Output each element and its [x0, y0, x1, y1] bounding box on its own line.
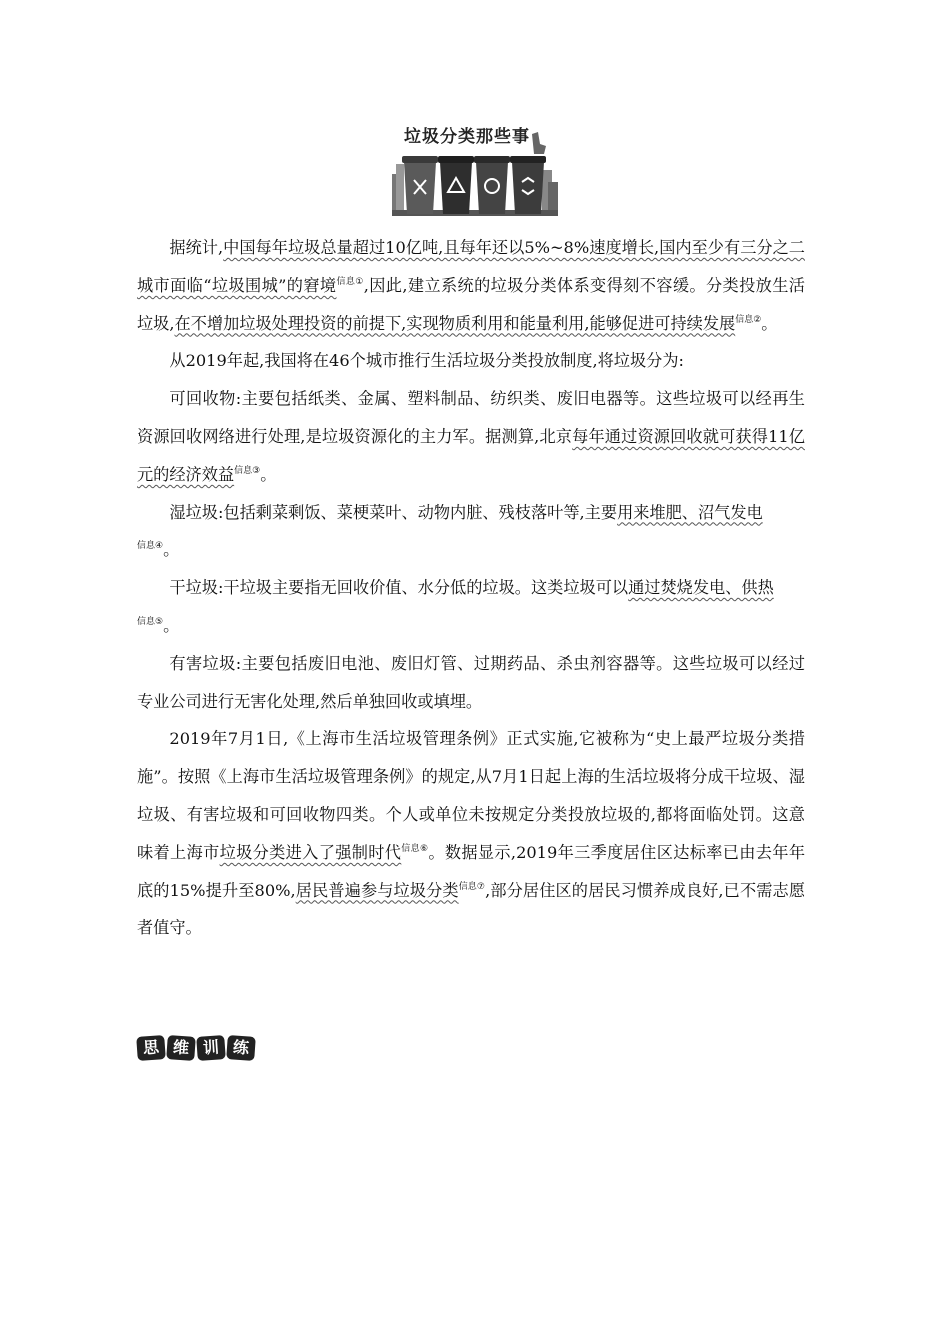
- info-tag: 信息③: [234, 465, 261, 476]
- underlined-text: 通过焚烧发电、供热: [628, 578, 774, 598]
- banner-illustration: [392, 124, 558, 216]
- article-body: [137, 229, 805, 947]
- text-segment: 可回收物:主要包括纸类、金属、塑料制品、纺织类、废旧电器等。这些垃圾可以经再生资源回收网络进行处理,是垃圾资源化的主力军。据测算,北京: [137, 389, 805, 446]
- underlined-text: 在不增加垃圾处理投资的前提下,实现物质利用和能量利用,能够促进可持续发展: [174, 313, 736, 333]
- info-tag: 信息①: [336, 276, 364, 287]
- text-segment: 2019年7月1日,《上海市生活垃圾管理条例》正式实施,它被称为“史上最严垃圾分类措施”。按照《上海市生活垃圾管理条例》的规定,从7月1日起上海的生活垃圾将分成干垃圾、湿垃圾、有害垃圾和可回收物四类。个人或单位未按规定分类投放垃圾的,都将面临处罚。这意味着上海市: [137, 729, 805, 862]
- text-segment: 。: [163, 540, 180, 560]
- text-segment: 湿垃圾:包括剩菜剩饭、菜梗菜叶、动物内脏、残枝落叶等,主要: [169, 502, 618, 522]
- banner-title: 垃圾分类那些事: [404, 127, 530, 147]
- underlined-text: 用来堆肥、沼气发电: [617, 502, 763, 522]
- text-segment: 据统计,: [169, 238, 224, 257]
- text-segment: 。: [163, 615, 180, 635]
- paragraph: [137, 342, 805, 380]
- info-tag: 信息⑤: [137, 616, 164, 627]
- info-tag: 信息④: [137, 541, 164, 552]
- section-badge: [137, 1036, 255, 1060]
- info-tag: 信息②: [735, 314, 762, 325]
- paragraph: [137, 494, 805, 570]
- text-segment: ,因此,建立系统的垃圾分类体系变得刻不容缓。分类投放生活垃圾,: [137, 275, 805, 333]
- info-tag: 信息⑥: [401, 843, 429, 854]
- text-segment: 从2019年起,我国将在46个城市推行生活垃圾分类投放制度,将垃圾分为:: [169, 351, 684, 371]
- paragraph: [137, 645, 805, 721]
- text-segment: 干垃圾:干垃圾主要指无回收价值、水分低的垃圾。这类垃圾可以: [169, 578, 629, 598]
- underlined-text: 中国每年垃圾总量超过10亿吨,且每年还以5%~8%速度增长,国内至少有三分之二城市面临“垃圾围城”的窘境: [137, 238, 805, 295]
- info-tag: 信息⑦: [458, 881, 486, 892]
- badge-char: 训: [196, 1035, 226, 1061]
- text-segment: 。: [761, 313, 778, 333]
- text-segment: 。数据显示,2019年三季度居住区达标率已由去年年底的15%提升至80%,: [137, 842, 806, 900]
- paragraph: [137, 569, 805, 645]
- underlined-text: 居民普遍参与垃圾分类: [295, 880, 459, 900]
- badge-char: 思: [136, 1035, 166, 1061]
- paragraph: [137, 720, 805, 947]
- badge-char: 维: [166, 1035, 196, 1061]
- underlined-text: 垃圾分类进入了强制时代: [219, 842, 402, 862]
- text-segment: ,部分居住区的居民习惯养成良好,已不需志愿者值守。: [137, 880, 806, 938]
- text-segment: 。: [260, 464, 277, 484]
- paragraph: [137, 229, 805, 342]
- badge-char: 练: [226, 1035, 256, 1061]
- paragraph: [137, 380, 805, 493]
- underlined-text: 每年通过资源回收就可获得11亿元的经济效益: [137, 426, 805, 484]
- text-segment: 有害垃圾:主要包括废旧电池、废旧灯管、过期药品、杀虫剂容器等。这些垃圾可以经过专业公司进行无害化处理,然后单独回收或填埋。: [137, 653, 805, 711]
